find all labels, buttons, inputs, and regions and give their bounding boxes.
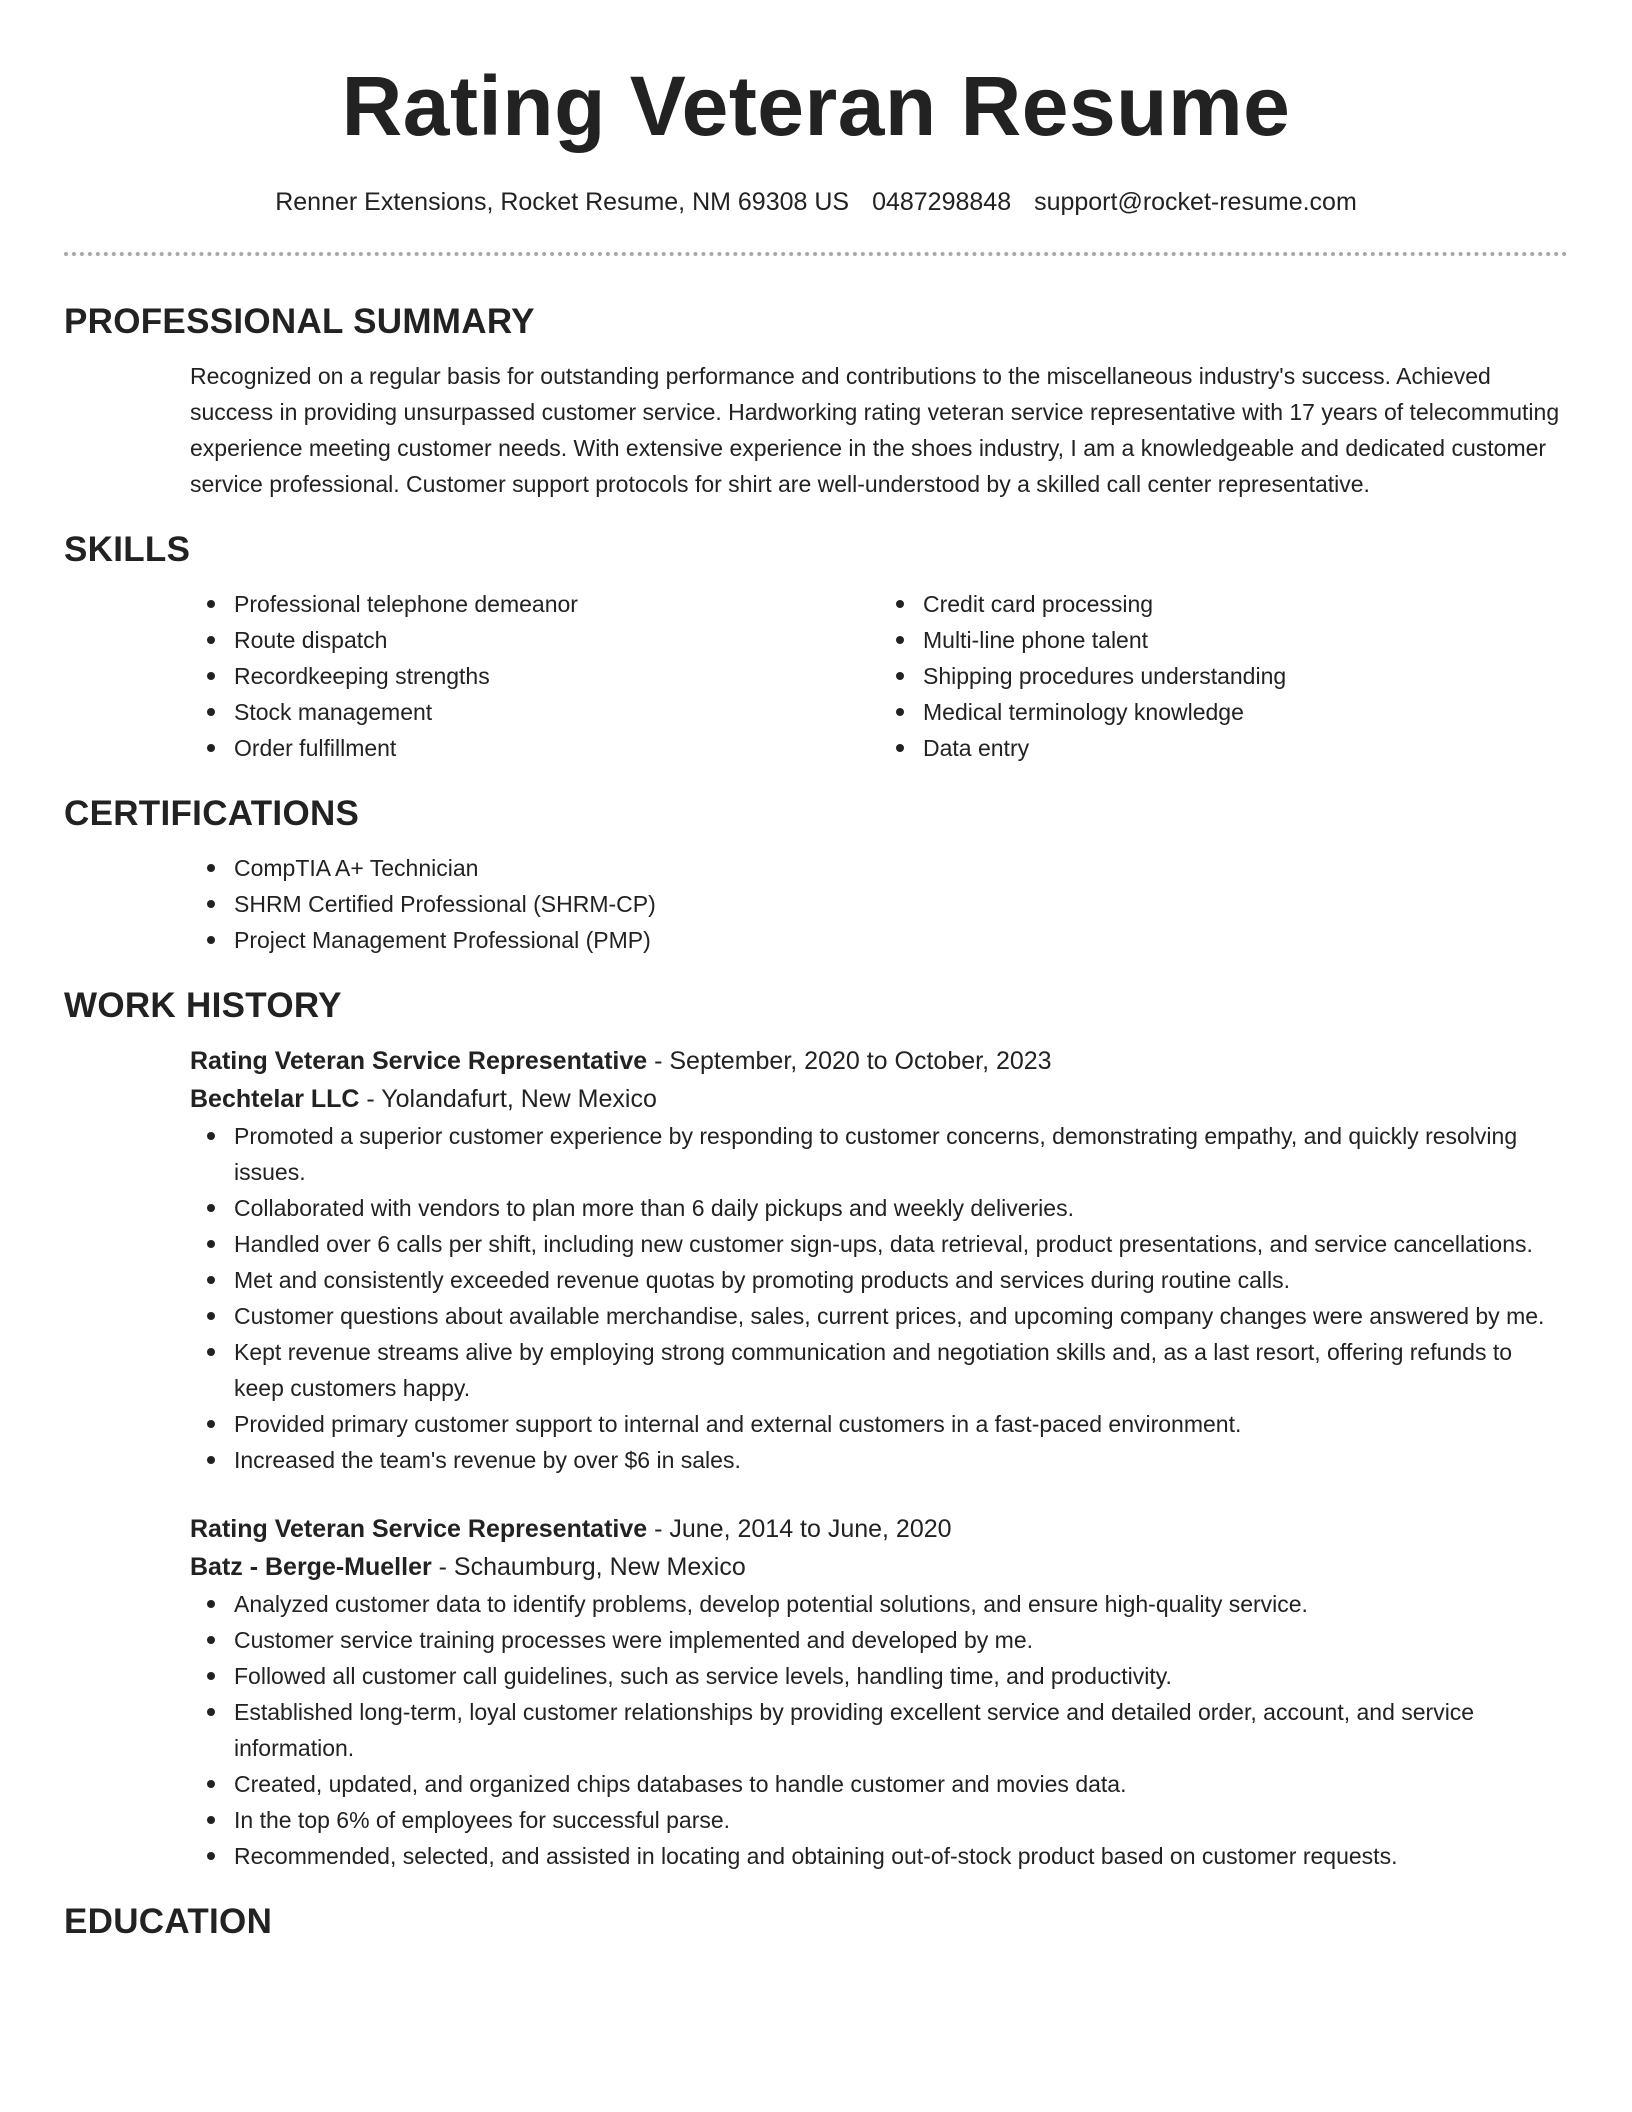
job-company-line: [190, 1080, 1568, 1118]
list-item: Provided primary customer support to internal and external customers in a fast-paced environment.: [234, 1406, 1568, 1442]
contact-email: support@rocket-resume.com: [1034, 188, 1357, 216]
summary-text: Recognized on a regular basis for outstanding performance and contributions to the miscellaneous industry's success. Achieved success in providing unsurpassed customer service. Hardworking rating veteran service representative with 17 years of telecommuting experience meeting customer needs. With extensive experience in the shoes industry, I am a knowledgeable and dedicated customer service professional. Customer support protocols for shirt are well-understood by a skilled call center representative.: [190, 363, 1560, 497]
list-item: Increased the team's revenue by over $6 in sales.: [234, 1442, 1568, 1478]
list-item: Order fulfillment: [234, 730, 879, 766]
summary-section: [64, 300, 1568, 502]
job-entry: [190, 1510, 1568, 1874]
list-item: CompTIA A+ Technician: [234, 850, 1568, 886]
list-item: Shipping procedures understanding: [923, 658, 1568, 694]
skills-column-right: [879, 586, 1568, 766]
list-item: Multi-line phone talent: [923, 622, 1568, 658]
certifications-section: [64, 792, 1568, 958]
list-item: Professional telephone demeanor: [234, 586, 879, 622]
resume-title: Rating Veteran Resume: [341, 59, 1291, 153]
work-history-section: [64, 984, 1568, 1874]
job-dates: - June, 2014 to June, 2020: [647, 1515, 952, 1543]
certifications-list: [190, 850, 1568, 958]
list-item: Promoted a superior customer experience by responding to customer concerns, demonstrating empathy, and quickly resolving issues.: [234, 1118, 1568, 1190]
summary-heading: PROFESSIONAL SUMMARY: [64, 302, 535, 341]
list-item: Analyzed customer data to identify problems, develop potential solutions, and ensure high-quality service.: [234, 1586, 1568, 1622]
job-duties: [190, 1586, 1568, 1874]
header-divider: [64, 252, 1568, 256]
job-role: Rating Veteran Service Representative: [190, 1047, 648, 1075]
contact-address: Renner Extensions, Rocket Resume, NM 69308 US: [275, 188, 850, 216]
job-duties: [190, 1118, 1568, 1478]
list-item: SHRM Certified Professional (SHRM-CP): [234, 886, 1568, 922]
job-location: - Schaumburg, New Mexico: [431, 1553, 746, 1581]
list-item: Created, updated, and organized chips databases to handle customer and movies data.: [234, 1766, 1568, 1802]
list-item: Project Management Professional (PMP): [234, 922, 1568, 958]
work-history-heading: WORK HISTORY: [64, 986, 342, 1025]
job-role: Rating Veteran Service Representative: [190, 1515, 648, 1543]
list-item: Credit card processing: [923, 586, 1568, 622]
resume-page: [64, 0, 1568, 1944]
list-item: Customer service training processes were implemented and developed by me.: [234, 1622, 1568, 1658]
skills-grid: [190, 586, 1568, 766]
education-section: [64, 1900, 1568, 1944]
summary-body: [190, 358, 1568, 502]
job-company: Batz - Berge-Mueller: [190, 1553, 432, 1581]
list-item: Met and consistently exceeded revenue quotas by promoting products and services during routine calls.: [234, 1262, 1568, 1298]
skills-heading: SKILLS: [64, 530, 191, 569]
job-company-line: [190, 1548, 1568, 1586]
list-item: Data entry: [923, 730, 1568, 766]
list-item: Handled over 6 calls per shift, including new customer sign-ups, data retrieval, product presentations, and service cancellations.: [234, 1226, 1568, 1262]
certifications-heading: CERTIFICATIONS: [64, 794, 360, 833]
list-item: Recommended, selected, and assisted in locating and obtaining out-of-stock product based on customer requests.: [234, 1838, 1568, 1874]
job-location: - Yolandafurt, New Mexico: [359, 1085, 657, 1113]
list-item: Route dispatch: [234, 622, 879, 658]
list-item: Medical terminology knowledge: [923, 694, 1568, 730]
list-item: Customer questions about available merchandise, sales, current prices, and upcoming company changes were answered by me.: [234, 1298, 1568, 1334]
job-company: Bechtelar LLC: [190, 1085, 360, 1113]
list-item: Collaborated with vendors to plan more than 6 daily pickups and weekly deliveries.: [234, 1190, 1568, 1226]
list-item: In the top 6% of employees for successful parse.: [234, 1802, 1568, 1838]
list-item: Followed all customer call guidelines, such as service levels, handling time, and productivity.: [234, 1658, 1568, 1694]
list-item: Kept revenue streams alive by employing strong communication and negotiation skills and, as a last resort, offering refunds to keep customers happy.: [234, 1334, 1568, 1406]
education-heading: EDUCATION: [64, 1902, 273, 1941]
work-history-body: [190, 1042, 1568, 1874]
job-dates: - September, 2020 to October, 2023: [647, 1047, 1052, 1075]
skills-column-left: [190, 586, 879, 766]
contact-line: [64, 184, 1568, 220]
job-entry: [190, 1042, 1568, 1478]
list-item: Stock management: [234, 694, 879, 730]
list-item: Recordkeeping strengths: [234, 658, 879, 694]
certifications-body: [190, 850, 1568, 958]
job-role-line: [190, 1042, 1568, 1080]
contact-phone: 0487298848: [872, 188, 1012, 216]
job-role-line: [190, 1510, 1568, 1548]
skills-section: [64, 528, 1568, 766]
list-item: Established long-term, loyal customer relationships by providing excellent service and detailed order, account, and service information.: [234, 1694, 1568, 1766]
